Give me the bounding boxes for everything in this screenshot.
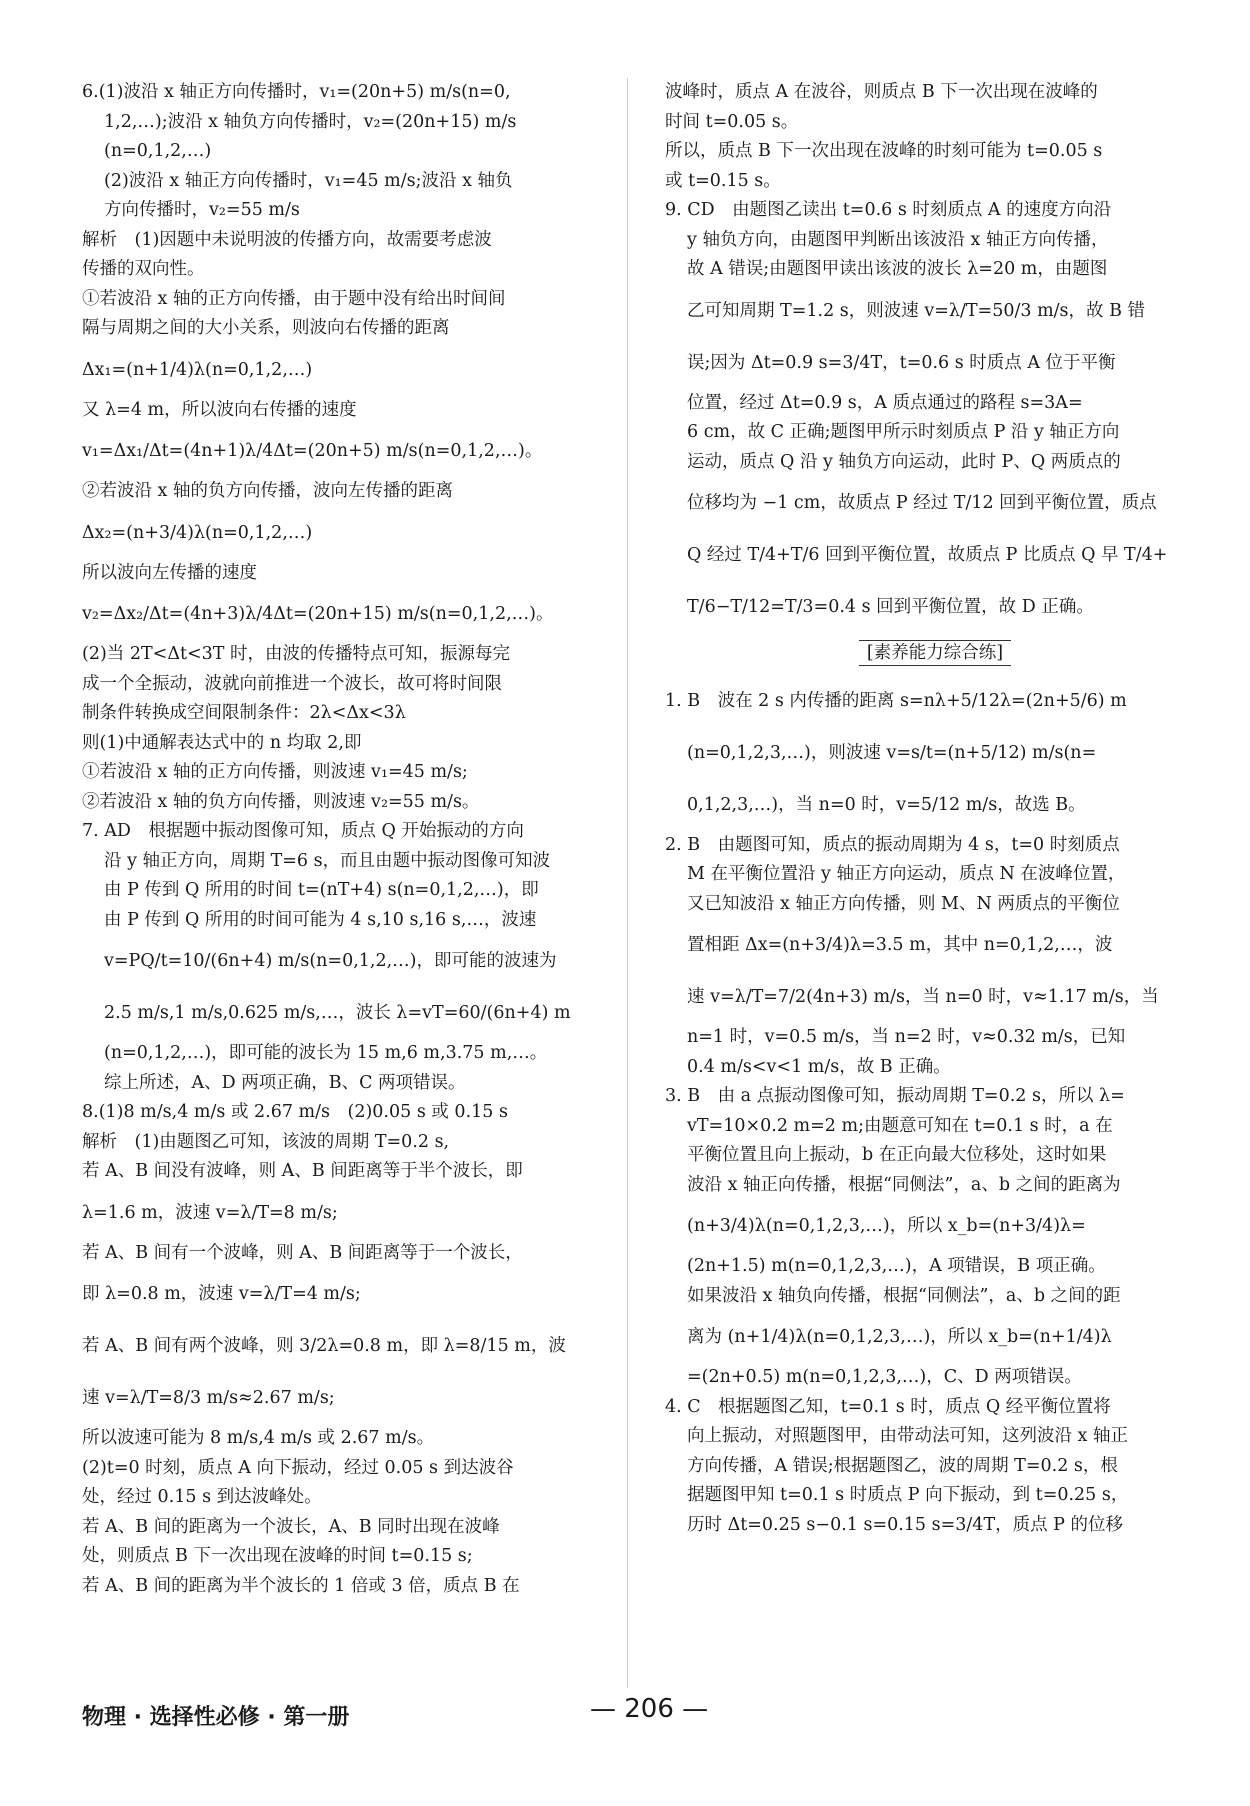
formula-line: 离为 (n+1/4)λ(n=0,1,2,3,…)，所以 x_b=(n+1/4)λ [687,1327,1112,1347]
text-line: (n=0,1,2,…)，即可能的波长为 15 m,6 m,3.75 m,…。 [104,1043,548,1063]
text-line: 8.(1)8 m/s,4 m/s 或 2.67 m/s (2)0.05 s 或 0.15 s [82,1102,508,1122]
text-line: 成一个全振动，波就向前推进一个波长，故可将时间限 [82,673,502,694]
formula-line: v₁=Δx₁/Δt=(4n+1)λ/4Δt=(20n+5) m/s(n=0,1,2,…)。 [82,441,543,461]
text-line: 所以，质点 B 下一次出现在波峰的时刻可能为 t=0.05 s [665,141,1103,161]
text-line: 6.(1)波沿 x 轴正方向传播时，v₁=(20n+5) m/s(n=0, [82,82,511,102]
left-column [82,78,622,1601]
formula-line: T/6−T/12=T/3=0.4 s 回到平衡位置，故 D 正确。 [687,597,1094,617]
text-line: 运动，质点 Q 沿 y 轴负方向运动，此时 P、Q 两质点的 [687,451,1121,472]
text-line: 若 A、B 间的距离为一个波长，A、B 同时出现在波峰 [82,1516,500,1537]
text-line: 平衡位置且向上振动，b 在正向最大位移处，这时如果 [687,1145,1107,1165]
text-line: 如果波沿 x 轴负向传播，根据“同侧法”，a、b 之间的距 [687,1285,1121,1306]
text-line: 波沿 x 轴正向传播，根据“同侧法”，a、b 之间的距离为 [687,1174,1121,1195]
formula-line: Δx₂=(n+3/4)λ(n=0,1,2,…) [82,522,313,543]
text-line: 又已知波沿 x 轴正方向传播，则 M、N 两质点的平衡位 [687,893,1120,914]
formula-line: 误;因为 Δt=0.9 s=3/4T，t=0.6 s 时质点 A 位于平衡 [687,352,1116,373]
text-line: 0.4 m/s<v<1 m/s，故 B 正确。 [687,1056,951,1077]
text-line: 时间 t=0.05 s。 [665,111,799,132]
text-line: 则(1)中通解表达式中的 n 均取 2,即 [82,732,362,753]
text-line: 处，经过 0.15 s 到达波峰处。 [82,1487,322,1507]
formula-line: 位移均为 −1 cm，故质点 P 经过 T/12 回到平衡位置，质点 [687,493,1157,513]
text-line: 制条件转换成空间限制条件：2λ<Δx<3λ [82,703,406,723]
text-line: ②若波沿 x 轴的负方向传播，则波速 v₂=55 m/s。 [82,791,480,812]
formula-line: (n=0,1,2,3,…)，则波速 v=s/t=(n+5/12) m/s(n= [687,742,1097,763]
column-divider [627,78,628,1688]
section-heading-label: [素养能力综合练] [859,640,1011,666]
text-line: 处，则质点 B 下一次出现在波峰的时间 t=0.15 s; [82,1546,473,1566]
formula-line: Q 经过 T/4+T/6 回到平衡位置，故质点 P 比质点 Q 早 T/4+ [687,545,1168,565]
formula-line: 速 v=λ/T=8/3 m/s≈2.67 m/s; [82,1388,335,1408]
text-line: ①若波沿 x 轴的正方向传播，则波速 v₁=45 m/s; [82,762,468,782]
text-line: 6 cm，故 C 正确;题图甲所示时刻质点 P 沿 y 轴正方向 [687,422,1120,442]
formula-line: 1. B 波在 2 s 内传播的距离 s=nλ+5/12λ=(2n+5/6) m [665,690,1127,711]
text-line: 3. B 由 a 点振动图像可知，振动周期 T=0.2 s，所以 λ= [665,1086,1125,1106]
formula-line: 0,1,2,3,…)，当 n=0 时，v=5/12 m/s，故选 B。 [687,794,1086,815]
text-line: 又 λ=4 m，所以波向右传播的速度 [82,399,357,420]
formula-line: v₂=Δx₂/Δt=(4n+3)λ/4Δt=(20n+15) m/s(n=0,1,2,…)。 [82,604,554,624]
text-line: 由 P 传到 Q 所用的时间 t=(nT+4) s(n=0,1,2,…)，即 [104,880,539,900]
text-line: 向上振动，对照题图甲，由带动法可知，这列波沿 x 轴正 [687,1426,1128,1446]
analysis-line: 解析 (1)因题中未说明波的传播方向，故需要考虑波 [82,229,492,250]
text-line: 7. AD 根据题中振动图像可知，质点 Q 开始振动的方向 [82,821,524,841]
formula-line: 2.5 m/s,1 m/s,0.625 m/s,…，波长 λ=vT=60/(6n+4) m [104,1003,571,1023]
text-line: 故 A 错误;由题图甲读出该波的波长 λ=20 m，由题图 [687,259,1108,279]
text-line: 若 A、B 间没有波峰，则 A、B 间距离等于半个波长，即 [82,1161,523,1181]
formula-line: λ=1.6 m，波速 v=λ/T=8 m/s; [82,1202,338,1223]
formula-line: 若 A、B 间有两个波峰，则 3/2λ=0.8 m，即 λ=8/15 m，波 [82,1336,566,1356]
text-line: 历时 Δt=0.25 s−0.1 s=0.15 s=3/4T，质点 P 的位移 [687,1514,1124,1535]
text-line: ①若波沿 x 轴的正方向传播，由于题中没有给出时间间 [82,288,506,309]
formula-line: 即 λ=0.8 m，波速 v=λ/T=4 m/s; [82,1284,361,1304]
book-title: 物理 · 选择性必修 · 第一册 [82,1705,350,1730]
formula-line: 速 v=λ/T=7/2(4n+3) m/s，当 n=0 时，v≈1.17 m/s，当 [687,987,1159,1007]
text-line: 由 P 传到 Q 所用的时间可能为 4 s,10 s,16 s,…，波速 [104,909,537,930]
text-line: 4. C 根据题图乙知，t=0.1 s 时，质点 Q 经平衡位置将 [665,1396,1111,1417]
formula-line: (n+3/4)λ(n=0,1,2,3,…)，所以 x_b=(n+3/4)λ= [687,1216,1086,1236]
text-line: 9. CD 由题图乙读出 t=0.6 s 时刻质点 A 的速度方向沿 [665,200,1112,220]
text-line: 2. B 由题图可知，质点的振动周期为 4 s，t=0 时刻质点 [665,834,1120,855]
text-line: 传播的双向性。 [82,259,205,279]
text-line: 方向传播，A 错误;根据题图乙，波的周期 T=0.2 s，根 [687,1455,1118,1476]
text-line: 1,2,…);波沿 x 轴负方向传播时，v₂=(20n+15) m/s [104,111,517,132]
section-heading [665,639,1205,669]
formula-line: Δx₁=(n+1/4)λ(n=0,1,2,…) [82,359,313,380]
text-line: vT=10×0.2 m=2 m;由题意可知在 t=0.1 s 时，a 在 [687,1115,1113,1136]
text-line: (n=0,1,2,…) [104,141,212,161]
text-line: 若 A、B 间的距离为半个波长的 1 倍或 3 倍，质点 B 在 [82,1575,520,1596]
text-line: 所以波向左传播的速度 [82,562,257,583]
text-line: 波峰时，质点 A 在波谷，则质点 B 下一次出现在波峰的 [665,82,1098,102]
text-line: (2n+1.5) m(n=0,1,2,3,…)，A 项错误，B 项正确。 [687,1256,1106,1276]
text-line: 或 t=0.15 s。 [665,170,781,191]
page-number: — 206 — [590,1694,709,1724]
formula-line: 置相距 Δx=(n+3/4)λ=3.5 m，其中 n=0,1,2,…，波 [687,935,1113,955]
text-line: (2)当 2T<Δt<3T 时，由波的传播特点可知，振源每完 [82,644,511,664]
text-line: 沿 y 轴正方向，周期 T=6 s，而且由题中振动图像可知波 [104,850,551,871]
text-line: 所以波速可能为 8 m/s,4 m/s 或 2.67 m/s。 [82,1428,435,1448]
text-line: M 在平衡位置沿 y 轴正方向运动，质点 N 在波峰位置， [687,864,1126,884]
text-line: n=1 时，v=0.5 m/s，当 n=2 时，v≈0.32 m/s，已知 [687,1027,1126,1047]
text-line: ②若波沿 x 轴的负方向传播，波向左传播的距离 [82,481,453,501]
text-line: 隔与周期之间的大小关系，则波向右传播的距离 [82,318,450,338]
text-line: y 轴负方向，由题图甲判断出该波沿 x 轴正方向传播， [687,229,1109,250]
text-line: 方向传播时，v₂=55 m/s [104,200,300,220]
text-line: =(2n+0.5) m(n=0,1,2,3,…)，C、D 两项错误。 [687,1367,1082,1387]
right-column [665,78,1205,1540]
formula-line: v=PQ/t=10/(6n+4) m/s(n=0,1,2,…)，即可能的波速为 [104,951,557,971]
text-line: (2)波沿 x 轴正方向传播时，v₁=45 m/s;波沿 x 轴负 [104,170,513,191]
analysis-line: 解析 (1)由题图乙可知，该波的周期 T=0.2 s, [82,1131,450,1152]
text-line: 据题图甲知 t=0.1 s 时质点 P 向下振动，到 t=0.25 s， [687,1485,1129,1505]
text-line: 若 A、B 间有一个波峰，则 A、B 间距离等于一个波长， [82,1242,523,1263]
text-line: 综上所述，A、D 两项正确，B、C 两项错误。 [104,1072,466,1093]
text-line: 位置，经过 Δt=0.9 s，A 质点通过的路程 s=3A= [687,392,1083,413]
formula-line: 乙可知周期 T=1.2 s，则波速 v=λ/T=50/3 m/s，故 B 错 [687,300,1146,321]
text-line: (2)t=0 时刻，质点 A 向下振动，经过 0.05 s 到达波谷 [82,1457,514,1478]
